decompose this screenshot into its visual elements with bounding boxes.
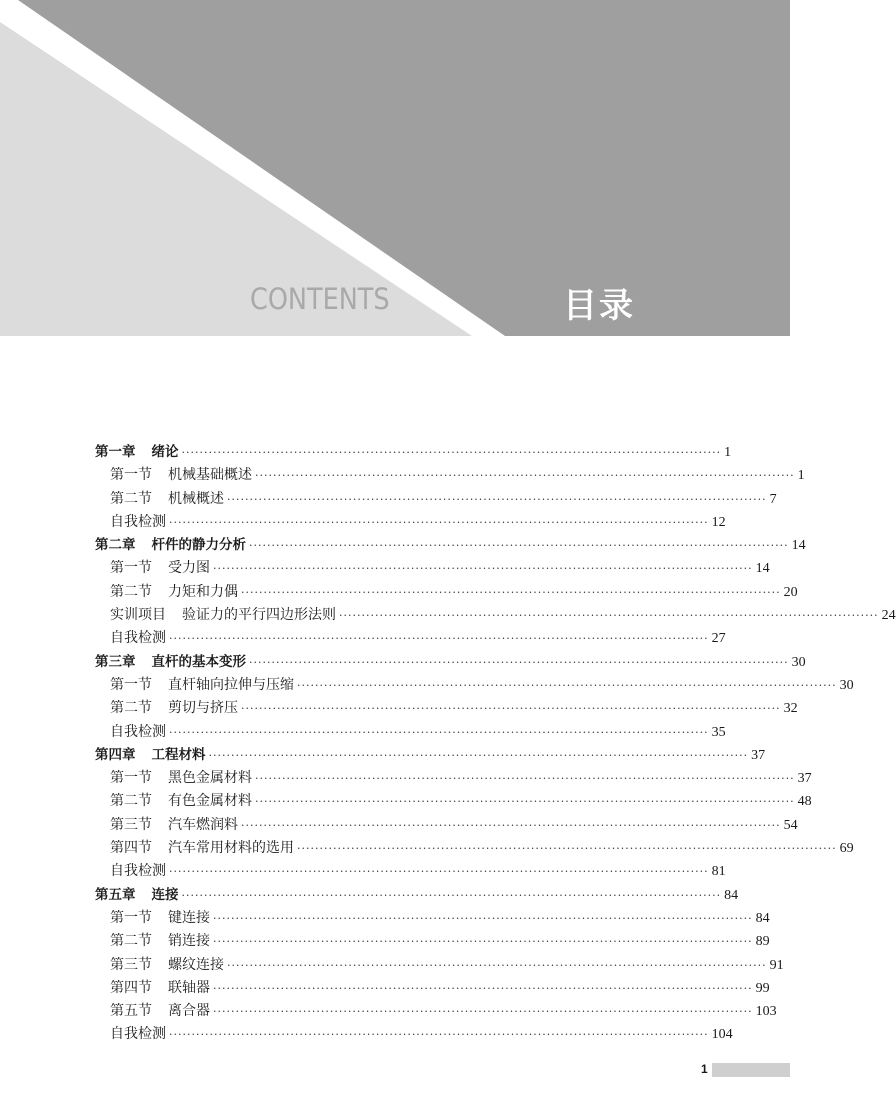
toc-entry-label (95, 884, 179, 907)
toc-entry-title: 螺纹连接 (168, 956, 224, 973)
dot-leader: ························································································································ (227, 492, 767, 506)
dot-leader: ························································································································ (213, 981, 753, 995)
toc-entry-title: 机械基础概述 (168, 467, 252, 484)
dot-leader: ························································································································ (181, 446, 722, 459)
page-number: 1 (701, 1062, 708, 1076)
toc-entry-title: 自我检测 (110, 630, 166, 647)
toc-section-row[interactable] (95, 604, 896, 627)
dot-leader: ························································································································ (249, 655, 789, 669)
toc-entry-number: 第一节 (110, 560, 152, 577)
toc-section-row[interactable] (95, 907, 770, 930)
toc-entry-title: 工程材料 (151, 746, 206, 763)
toc-entry-title: 受力图 (168, 560, 210, 577)
toc-page-number: 69 (839, 841, 854, 857)
toc-entry-label (110, 511, 166, 534)
toc-section-row[interactable] (95, 837, 854, 860)
toc-entry-title: 黑色金属材料 (168, 770, 252, 787)
toc-page-number: 32 (783, 701, 798, 717)
header-banner (0, 0, 790, 336)
toc-entry-number: 第一节 (110, 770, 152, 787)
dot-leader: ························································································································ (241, 702, 781, 716)
toc-entry-title: 销连接 (168, 933, 210, 950)
toc-page-number: 1 (724, 445, 732, 460)
toc-entry-number: 第四节 (110, 979, 152, 996)
toc-page-number: 1 (797, 468, 805, 484)
toc-page-number: 14 (755, 561, 770, 577)
toc-section-row[interactable] (95, 814, 798, 837)
toc-entry-number: 第五章 (95, 886, 136, 903)
toc-entry-title: 直杆轴向拉伸与压缩 (168, 676, 294, 693)
toc-entry-label (110, 581, 238, 604)
toc-entry-number: 第一节 (110, 676, 152, 693)
toc-section-row[interactable] (95, 767, 812, 790)
dot-leader: ························································································································ (208, 748, 749, 762)
toc-page-number: 30 (791, 654, 806, 670)
toc-section-row[interactable] (95, 557, 770, 580)
toc-entry-label (95, 744, 206, 767)
toc-chapter-row[interactable] (95, 744, 766, 767)
toc-entry-number: 第二章 (95, 537, 136, 554)
toc-chapter-row[interactable] (95, 884, 739, 907)
table-of-contents (95, 441, 896, 1047)
toc-entry-label (110, 954, 224, 977)
toc-entry-number: 第一节 (110, 467, 152, 484)
dot-leader: ························································································································ (255, 469, 795, 483)
toc-page-number: 7 (769, 491, 777, 507)
toc-chapter-row[interactable] (95, 651, 806, 674)
toc-page-number: 81 (711, 864, 726, 880)
toc-entry-label (110, 977, 210, 1000)
toc-page-number: 104 (711, 1027, 733, 1043)
toc-entry-title: 键连接 (168, 909, 210, 926)
toc-entry-title: 自我检测 (110, 723, 166, 740)
toc-section-row[interactable] (95, 488, 777, 511)
toc-section-row[interactable] (95, 697, 798, 720)
toc-entry-label (110, 627, 166, 650)
toc-entry-label (110, 604, 336, 627)
toc-entry-label (110, 907, 210, 930)
toc-section-row[interactable] (95, 860, 726, 883)
page-number-bar (712, 1063, 790, 1077)
toc-entry-title: 有色金属材料 (168, 793, 252, 810)
toc-page-number: 48 (797, 794, 812, 810)
toc-entry-label (110, 557, 210, 580)
toc-entry-number: 第二节 (110, 583, 152, 600)
toc-page-number: 103 (755, 1004, 777, 1020)
toc-entry-number: 第二节 (110, 700, 152, 717)
toc-entry-label (110, 721, 166, 744)
dot-leader: ························································································································ (213, 1005, 753, 1019)
toc-entry-number: 实训项目 (110, 607, 166, 624)
toc-page-number: 24 (881, 608, 896, 624)
dot-leader: ························································································································ (181, 888, 722, 902)
toc-entry-title: 机械概述 (168, 490, 224, 507)
toc-entry-label (95, 534, 246, 557)
toc-section-row[interactable] (95, 790, 812, 813)
toc-page-number: 20 (783, 584, 798, 600)
toc-entry-number: 第三节 (110, 956, 152, 973)
toc-entry-number: 第一节 (110, 909, 152, 926)
toc-entry-number: 第二节 (110, 933, 152, 950)
toc-entry-title: 汽车燃润料 (168, 816, 238, 833)
toc-section-row[interactable] (95, 1023, 733, 1046)
dot-leader: ························································································································ (169, 725, 709, 739)
toc-page-number: 27 (711, 631, 726, 647)
toc-entry-label (110, 464, 252, 487)
toc-entry-label (95, 441, 179, 464)
dot-leader: ························································································································ (169, 515, 709, 529)
toc-entry-label (110, 790, 252, 813)
contents-label: CONTENTS (250, 282, 390, 316)
toc-section-row[interactable] (95, 581, 798, 604)
toc-entry-number: 第二节 (110, 793, 152, 810)
toc-entry-number: 第三节 (110, 816, 152, 833)
toc-entry-label (110, 697, 238, 720)
dot-leader: ························································································································ (297, 678, 837, 692)
toc-entry-label (110, 860, 166, 883)
dot-leader: ························································································································ (169, 632, 709, 646)
dot-leader: ························································································································ (255, 772, 795, 786)
toc-page-number: 35 (711, 724, 726, 740)
toc-section-row[interactable] (95, 977, 770, 1000)
toc-page-number: 37 (797, 771, 812, 787)
toc-page-number: 89 (755, 934, 770, 950)
toc-entry-label (95, 651, 246, 674)
page-title: 目录 (563, 286, 635, 326)
toc-entry-title: 力矩和力偶 (168, 583, 238, 600)
toc-page-number: 84 (755, 910, 770, 926)
dot-leader: ························································································································ (241, 818, 781, 832)
toc-entry-number: 第五节 (110, 1003, 152, 1020)
toc-section-row[interactable] (95, 954, 784, 977)
toc-page-number: 84 (724, 887, 739, 903)
toc-page-number: 12 (711, 514, 726, 530)
toc-entry-title: 联轴器 (168, 979, 210, 996)
toc-section-row[interactable] (95, 721, 726, 744)
toc-section-row[interactable] (95, 930, 770, 953)
toc-chapter-row[interactable] (95, 441, 732, 464)
toc-entry-title: 离合器 (168, 1003, 210, 1020)
toc-entry-title: 绪论 (151, 444, 179, 460)
toc-entry-title: 验证力的平行四边形法则 (182, 607, 336, 624)
dot-leader: ························································································································ (249, 539, 789, 553)
toc-section-row[interactable] (95, 464, 805, 487)
toc-page-number: 30 (839, 677, 854, 693)
toc-section-row[interactable] (95, 1000, 777, 1023)
toc-entry-number: 第二节 (110, 490, 152, 507)
toc-entry-number: 第三章 (95, 653, 136, 670)
toc-entry-label (110, 767, 252, 790)
toc-page-number: 54 (783, 817, 798, 833)
toc-entry-label (110, 488, 224, 511)
toc-entry-title: 连接 (151, 886, 179, 903)
dot-leader: ························································································································ (241, 585, 781, 599)
toc-entry-title: 杆件的静力分析 (151, 537, 246, 554)
dot-leader: ························································································································ (213, 911, 753, 925)
toc-entry-title: 自我检测 (110, 513, 166, 530)
toc-page-number: 99 (755, 980, 770, 996)
toc-page-number: 37 (751, 747, 766, 763)
dot-leader: ························································································································ (297, 842, 837, 856)
dot-leader: ························································································································ (255, 795, 795, 809)
toc-entry-number: 第四章 (95, 746, 136, 763)
toc-section-row[interactable] (95, 627, 726, 650)
toc-entry-number: 第一章 (95, 444, 136, 460)
toc-entry-title: 自我检测 (110, 863, 166, 880)
toc-entry-label (110, 1023, 166, 1046)
dot-leader: ························································································································ (213, 562, 753, 576)
dot-leader: ························································································································ (169, 1028, 709, 1042)
toc-entry-title: 剪切与挤压 (168, 700, 238, 717)
toc-entry-label (110, 814, 238, 837)
toc-entry-title: 直杆的基本变形 (151, 653, 246, 670)
toc-page-number: 91 (769, 957, 784, 973)
toc-entry-label (110, 674, 294, 697)
dot-leader: ························································································································ (227, 958, 767, 972)
dot-leader: ························································································································ (213, 935, 753, 949)
toc-entry-label (110, 1000, 210, 1023)
toc-section-row[interactable] (95, 511, 726, 534)
toc-entry-label (110, 930, 210, 953)
toc-section-row[interactable] (95, 674, 854, 697)
toc-entry-title: 汽车常用材料的选用 (168, 840, 294, 857)
toc-chapter-row[interactable] (95, 534, 806, 557)
toc-entry-title: 自我检测 (110, 1026, 166, 1043)
toc-page-number: 14 (791, 538, 806, 554)
toc-entry-label (110, 837, 294, 860)
toc-entry-number: 第四节 (110, 840, 152, 857)
dot-leader: ························································································································ (169, 865, 709, 879)
dot-leader: ························································································································ (339, 609, 879, 623)
